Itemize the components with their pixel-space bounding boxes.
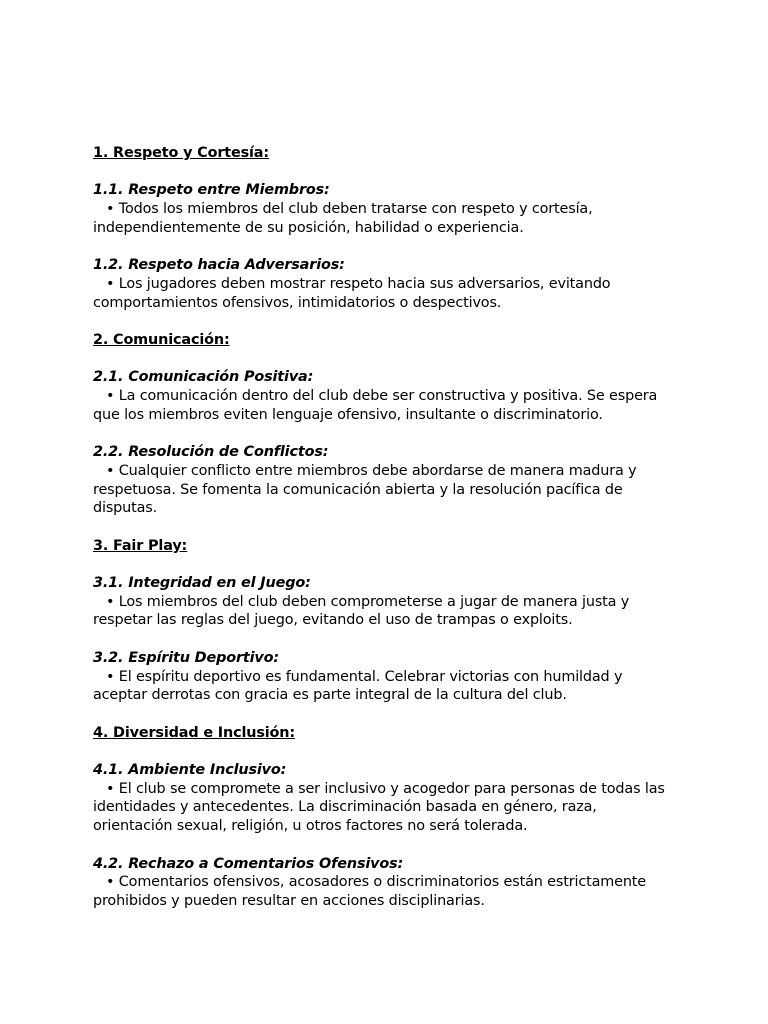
section-heading-diversidad: 4. Diversidad e Inclusión: — [93, 724, 295, 741]
subsection-text-line: aceptar derrotas con gracia es parte integral de la cultura del club. — [93, 687, 567, 704]
subsection-text-line: • Cualquier conflicto entre miembros debe abordarse de manera madura y — [106, 462, 637, 479]
subsection-text-line: • El club se compromete a ser inclusivo y acogedor para personas de todas las — [106, 780, 665, 797]
section-heading-fair-play: 3. Fair Play: — [93, 537, 188, 554]
subsection-title: 1.2. Respeto hacia Adversarios: — [93, 257, 345, 274]
subsection-title: 4.1. Ambiente Inclusivo: — [93, 762, 287, 779]
subsection-text-line: • Los miembros del club deben comprometerse a jugar de manera justa y — [106, 593, 630, 610]
subsection-title: 2.2. Resolución de Conflictos: — [93, 444, 329, 461]
subsection-text-line: comportamientos ofensivos, intimidatorios o despectivos. — [93, 294, 502, 311]
subsection-title: 3.1. Integridad en el Juego: — [93, 575, 311, 592]
subsection-text-line: • Todos los miembros del club deben tratarse con respeto y cortesía, — [106, 201, 593, 218]
subsection-text-line: que los miembros eviten lenguaje ofensivo, insultante o discriminatorio. — [93, 406, 603, 423]
subsection-text-line: respetar las reglas del juego, evitando el uso de trampas o exploits. — [93, 612, 573, 629]
subsection-text-line: • Comentarios ofensivos, acosadores o discriminatorios están estrictamente — [106, 874, 646, 891]
subsection-text-line: disputas. — [93, 500, 158, 517]
subsection-text-line: prohibidos y pueden resultar en acciones disciplinarias. — [93, 892, 485, 909]
subsection-title: 4.2. Rechazo a Comentarios Ofensivos: — [93, 855, 404, 872]
subsection-title: 2.1. Comunicación Positiva: — [93, 369, 314, 386]
section-heading-comunicacion: 2. Comunicación: — [93, 331, 230, 348]
subsection-text-line: • Los jugadores deben mostrar respeto hacia sus adversarios, evitando — [106, 275, 611, 292]
subsection-text-line: independientemente de su posición, habilidad o experiencia. — [93, 219, 524, 236]
subsection-text-line: • La comunicación dentro del club debe ser constructiva y positiva. Se espera — [106, 388, 658, 405]
subsection-title: 3.2. Espíritu Deportivo: — [93, 649, 279, 666]
subsection-text-line: orientación sexual, religión, u otros factores no será tolerada. — [93, 818, 528, 835]
subsection-text-line: • El espíritu deportivo es fundamental. Celebrar victorias con humildad y — [106, 668, 623, 685]
subsection-text-line: respetuosa. Se fomenta la comunicación abierta y la resolución pacífica de — [93, 481, 623, 498]
section-heading-respeto: 1. Respeto y Cortesía: — [93, 145, 269, 161]
subsection-text-line: identidades y antecedentes. La discriminación basada en género, raza, — [93, 799, 597, 816]
subsection-title: 1.1. Respeto entre Miembros: — [93, 182, 330, 199]
